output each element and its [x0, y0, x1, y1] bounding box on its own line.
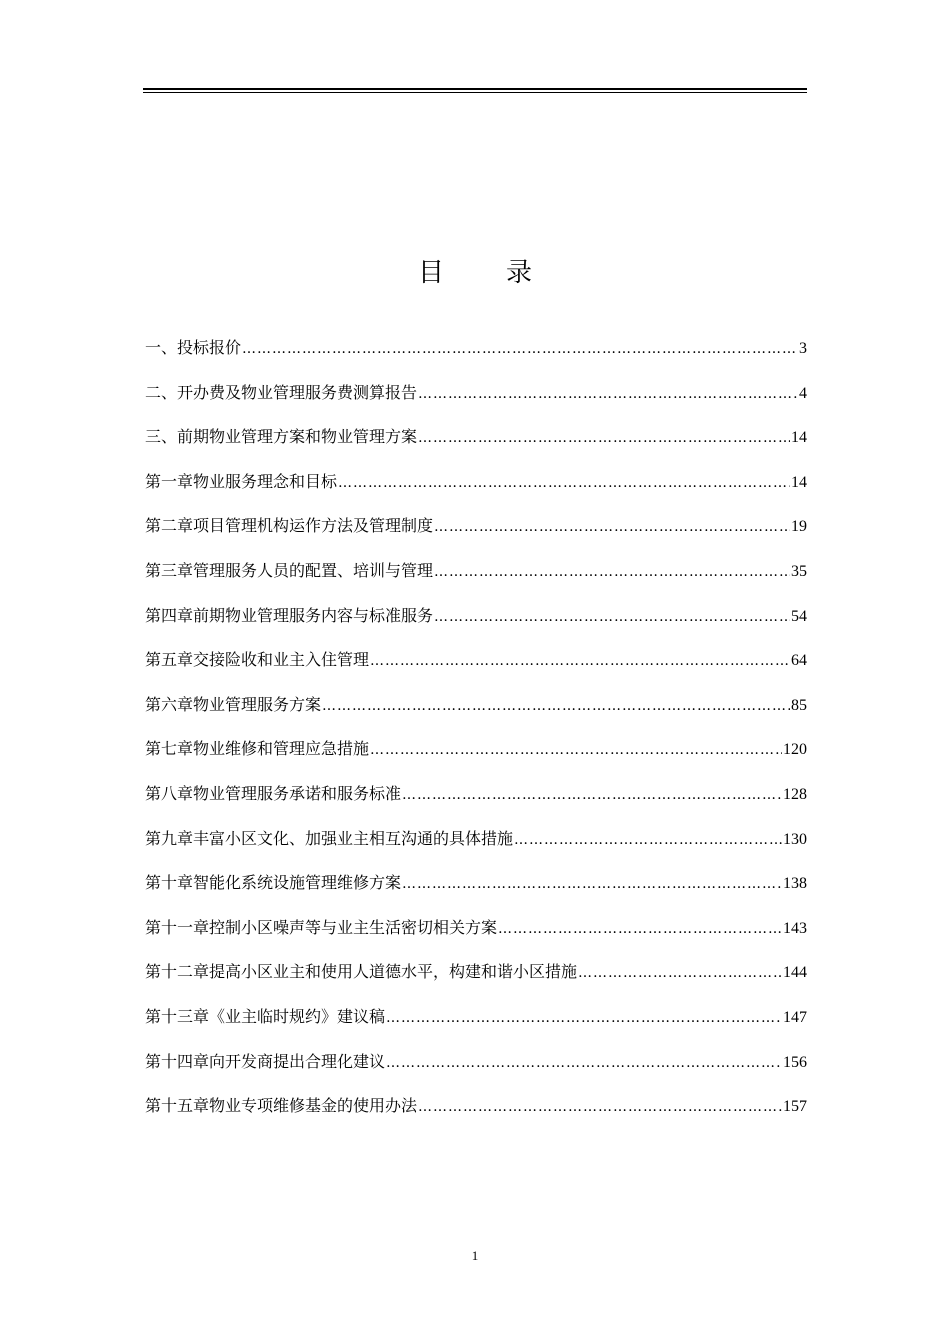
toc-leader-dots — [498, 917, 782, 941]
toc-entry-page: 14 — [791, 473, 807, 491]
toc-leader-dots — [434, 515, 790, 539]
toc-entry[interactable] — [145, 960, 807, 1005]
toc-leader-dots — [242, 337, 798, 361]
toc-entry-label: 第六章物业管理服务方案 — [145, 694, 322, 714]
title-char-2: 录 — [506, 258, 533, 288]
toc-entry[interactable] — [145, 1050, 807, 1095]
toc-entry-page: 3 — [799, 340, 807, 357]
toc-entry-page: 35 — [791, 562, 807, 580]
toc-entry[interactable] — [145, 425, 807, 470]
toc-entry-page: 120 — [783, 741, 807, 759]
title-char-1: 目 — [417, 258, 444, 288]
toc-entry-label: 第五章交接险收和业主入住管理 — [145, 650, 370, 670]
toc-entry[interactable] — [145, 827, 807, 872]
toc-entry-page: 14 — [791, 429, 807, 447]
toc-entry-page: 19 — [791, 518, 807, 536]
toc-entry-label: 二、开办费及物业管理服务费测算报告 — [145, 382, 418, 402]
toc-entry[interactable] — [145, 916, 807, 961]
toc-entry[interactable] — [145, 336, 807, 381]
toc-entry-page: 64 — [791, 652, 807, 670]
toc-entry-label: 第二章项目管理机构运作方法及管理制度 — [145, 516, 434, 536]
toc-entry-label: 第十二章提高小区业主和使用人道德水平，构建和谐小区措施 — [145, 962, 578, 982]
toc-entry-page: 4 — [799, 384, 807, 402]
toc-entry[interactable] — [145, 737, 807, 782]
toc-entry[interactable] — [145, 381, 807, 426]
header-rule-thin — [143, 92, 807, 93]
toc-entry-page: 85 — [791, 696, 807, 714]
toc-entry[interactable] — [145, 693, 807, 738]
toc-entry-label: 第十三章《业主临时规约》建议稿 — [145, 1006, 386, 1026]
toc-entry-page: 54 — [791, 607, 807, 625]
toc-entry-label: 第十四章向开发商提出合理化建议 — [145, 1051, 386, 1071]
header-rule — [143, 88, 807, 90]
toc-leader-dots — [402, 872, 782, 896]
toc-entry-label: 第七章物业维修和管理应急措施 — [145, 739, 370, 759]
toc-entry-label: 第一章物业服务理念和目标 — [145, 471, 338, 491]
toc-leader-dots — [418, 426, 790, 450]
toc-entry[interactable] — [145, 1005, 807, 1050]
toc-leader-dots — [434, 560, 790, 584]
toc-leader-dots — [322, 694, 790, 718]
toc-entry-label: 一、投标报价 — [145, 338, 242, 357]
toc-entry-label: 第十五章物业专项维修基金的使用办法 — [145, 1096, 418, 1116]
toc-entry[interactable] — [145, 782, 807, 827]
toc-leader-dots — [386, 1051, 782, 1075]
toc-entry-label: 第八章物业管理服务承诺和服务标准 — [145, 783, 402, 803]
toc-entry-label: 第三章管理服务人员的配置、培训与管理 — [145, 560, 434, 580]
table-of-contents — [145, 336, 807, 1139]
toc-entry-page: 156 — [783, 1053, 807, 1071]
toc-entry[interactable] — [145, 648, 807, 693]
toc-leader-dots — [434, 605, 790, 629]
toc-entry-page: 143 — [783, 919, 807, 937]
toc-leader-dots — [386, 1006, 782, 1030]
toc-leader-dots — [370, 738, 782, 762]
toc-leader-dots — [402, 783, 782, 807]
toc-leader-dots — [338, 471, 790, 495]
toc-leader-dots — [418, 1095, 782, 1119]
toc-leader-dots — [578, 961, 782, 985]
toc-leader-dots — [370, 649, 790, 673]
toc-entry-label: 第九章丰富小区文化、加强业主相互沟通的具体措施 — [145, 828, 514, 848]
toc-entry-page: 138 — [783, 875, 807, 893]
page-title — [0, 252, 950, 289]
toc-leader-dots — [514, 828, 782, 852]
toc-entry-page: 130 — [783, 830, 807, 848]
toc-entry-page: 157 — [783, 1098, 807, 1116]
page-number: 1 — [471, 1248, 479, 1263]
toc-entry[interactable] — [145, 559, 807, 604]
toc-entry-page: 128 — [783, 785, 807, 803]
toc-entry-label: 第十一章控制小区噪声等与业主生活密切相关方案 — [145, 917, 498, 937]
toc-entry-label: 三、前期物业管理方案和物业管理方案 — [145, 427, 418, 447]
toc-entry[interactable] — [145, 871, 807, 916]
toc-entry-page: 147 — [783, 1008, 807, 1026]
toc-entry-label: 第四章前期物业管理服务内容与标准服务 — [145, 605, 434, 625]
toc-leader-dots — [418, 382, 798, 406]
toc-entry[interactable] — [145, 514, 807, 559]
toc-entry[interactable] — [145, 1094, 807, 1139]
toc-entry-page: 144 — [783, 964, 807, 982]
toc-entry[interactable] — [145, 470, 807, 515]
toc-entry-label: 第十章智能化系统设施管理维修方案 — [145, 873, 402, 893]
toc-entry[interactable] — [145, 604, 807, 649]
